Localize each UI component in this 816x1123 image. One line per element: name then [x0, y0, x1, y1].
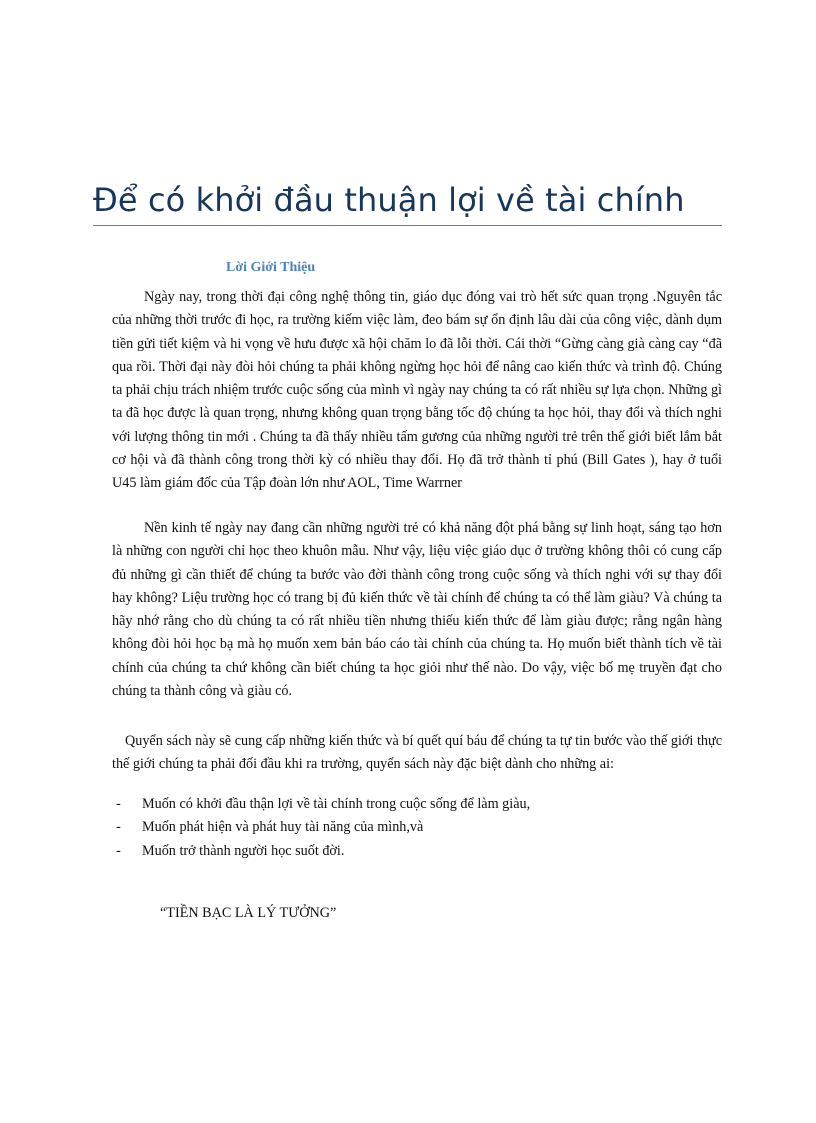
bullet-dash-marker: -	[116, 819, 121, 836]
bullet-item	[112, 793, 722, 816]
bullet-item	[112, 840, 722, 863]
bullet-item	[112, 816, 722, 839]
section-subheading: Lời Giới Thiệu	[226, 260, 316, 275]
bullet-dash-marker: -	[116, 796, 121, 812]
body-paragraph-2: Nền kinh tế ngày nay đang cần những người trẻ có khả năng đột phá bằng sự linh hoạt, sáng tạo hơn là những con người chỉ học theo khuôn mẫu. Như vậy, liệu việc giáo dục ở trường không thôi có cung cấp đủ những gì cần thiết để chúng ta bước vào đời thành công trong cuộc sống và thích nghi với sự thay đổi hay không? Liệu trường học có trang bị đủ kiến thức về tài chính để chúng ta có thể làm giàu? Và chúng ta hãy nhớ rằng cho dù chúng ta có rất nhiều tiền nhưng thiếu kiến thức để làm giàu được; rằng ngân hàng không đòi hỏi học bạ mà họ muốn xem bản báo cáo tài chính của chúng ta. Họ muốn biết thành tích về tài chính của chúng ta chứ không cần biết chúng ta học giỏi như thế nào. Do vậy, việc bố mẹ truyền đạt cho chúng ta thành công và giàu có.	[112, 520, 722, 700]
bullet-item-text: Muốn có khởi đầu thận lợi về tài chính trong cuộc sống để làm giàu,	[142, 796, 531, 812]
closing-quote: “TIỀN BẠC LÀ LÝ TƯỞNG”	[160, 905, 337, 921]
audience-bullet-list	[112, 793, 722, 863]
body-paragraph-3: Quyển sách này sẽ cung cấp những kiến thức và bí quết quí báu để chúng ta tự tin bước vào thế giới thực thế giới chúng ta phải đối đầu khi ra trường, quyển sách này đặc biệt dành cho những ai:	[112, 733, 722, 773]
title-underline-rule	[93, 225, 722, 226]
bullet-item-text: Muốn phát hiện và phát huy tài năng của mình,và	[142, 819, 424, 836]
bullet-item-text: Muốn trở thành người học suốt đời.	[142, 842, 345, 859]
bullet-dash-marker: -	[116, 842, 121, 859]
document-title: Để có khởi đầu thuận lợi về tài chính	[93, 181, 685, 219]
body-paragraph-1: Ngày nay, trong thời đại công nghệ thông tin, giáo dục đóng vai trò hết sức quan trọng .Nguyên tắc của những thời trước đi học, ra trường kiếm việc làm, đeo bám sự ổn định lâu dài của công việc, dành dụm tiền gửi tiết kiệm và hi vọng về hưu được xã hội chăm lo đã lỗi thời. Cái thời “Gừng càng già càng cay “đã qua rồi. Thời đại này đòi hỏi chúng ta phải không ngừng học hỏi để nâng cao kiến thức và trình độ. Chúng ta phải chịu trách nhiệm trước cuộc sống của mình vì ngày nay chúng ta có rất nhiều sự lựa chọn. Những gì ta đã học được là quan trọng, nhưng không quan trọng bằng tốc độ chúng ta học hỏi, thay đổi và thích nghi với lượng thông tin mới . Chúng ta đã thấy nhiều tấm gương của những người trẻ trên thế giới biết lắm bắt cơ hội và đã thành công trong thời kỳ có nhiều thay đổi. Họ đã trở thành tỉ phú (Bill Gates ), hay ở tuổi U45 làm giám đốc của Tập đoàn lớn như AOL, Time Warrner	[112, 289, 722, 492]
